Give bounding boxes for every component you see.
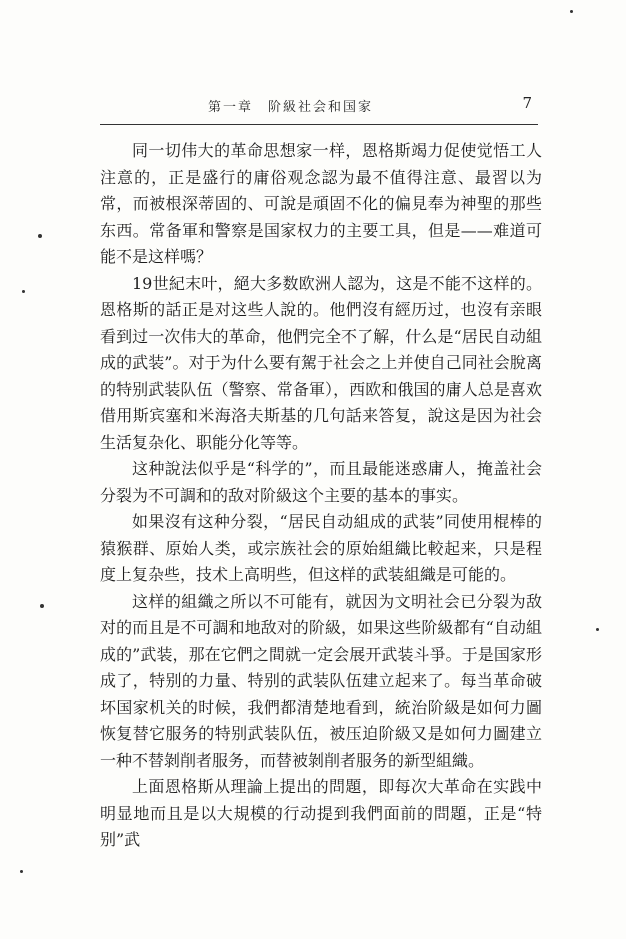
paragraph-6: 上面恩格斯从理論上提出的問題，即每次大革命在实践中明显地而且是以大規模的行动提到我們面前的問題，正是“特别”武 [100, 777, 542, 849]
scan-speck [38, 234, 42, 238]
paragraph-3: 这种說法似乎是“科学的”，而且最能迷惑庸人，掩盖社会分裂为不可調和的敌对阶級这个主要的基本的事实。 [100, 459, 542, 505]
header-rule [100, 124, 538, 125]
paragraph-4: 如果沒有这种分裂，“居民自动組成的武装”同使用棍棒的猿猴群、原始人类，或宗族社会的原始組織比較起来，只是程度上复杂些，技术上高明些，但这样的武装組織是可能的。 [100, 512, 542, 584]
scan-speck [20, 870, 23, 873]
paragraph-5: 这样的組織之所以不可能有，就因为文明社会已分裂为敌对的而且是不可調和地敌对的阶級，如果这些阶級都有“自动組成的”武装，那在它們之間就一定会展开武装斗爭。于是国家形成了，特别的力量、特别的武装队伍建立起来了。每当革命破坏国家机关的时候，我們都清楚地看到，統治阶級是如何力圖恢复替它服务的特别武装队伍，被压迫阶級又是如何力圖建立一种不替剝削者服务，而替被剝削者服务的新型組織。 [100, 591, 542, 770]
scan-speck [596, 628, 599, 631]
scan-speck [40, 604, 44, 608]
scan-speck [570, 10, 573, 13]
running-header [100, 92, 540, 118]
chapter-title: 第一章 阶級社会和国家 [208, 100, 374, 115]
body-text [100, 138, 542, 854]
paragraph-2: 19世紀末叶，絕大多数欧洲人認为，这是不能不这样的。恩格斯的話正是对这些人說的。他們沒有經历过，也沒有亲眼看到过一次伟大的革命，他們完全不了解，什么是“居民自动組成的武装”。对于为什么要有駕于社会之上并使自己同社会脫离的特别武装队伍（警察、常备軍），西欧和俄国的庸人总是喜欢借用斯宾塞和米海洛夫斯基的几句話来答复，說这是因为社会生活复杂化、职能分化等等。 [100, 273, 542, 452]
scan-speck [22, 290, 25, 293]
paragraph-1: 同一切伟大的革命思想家一样，恩格斯竭力促使觉悟工人注意的，正是盛行的庸俗观念認为最不值得注意、最習以为常，而被根深蒂固的、可說是頑固不化的偏見奉为神聖的那些东西。常备軍和警察是国家权力的主要工具，但是——难道可能不是这样嗎？ [100, 141, 542, 266]
page-number: 7 [522, 94, 532, 112]
